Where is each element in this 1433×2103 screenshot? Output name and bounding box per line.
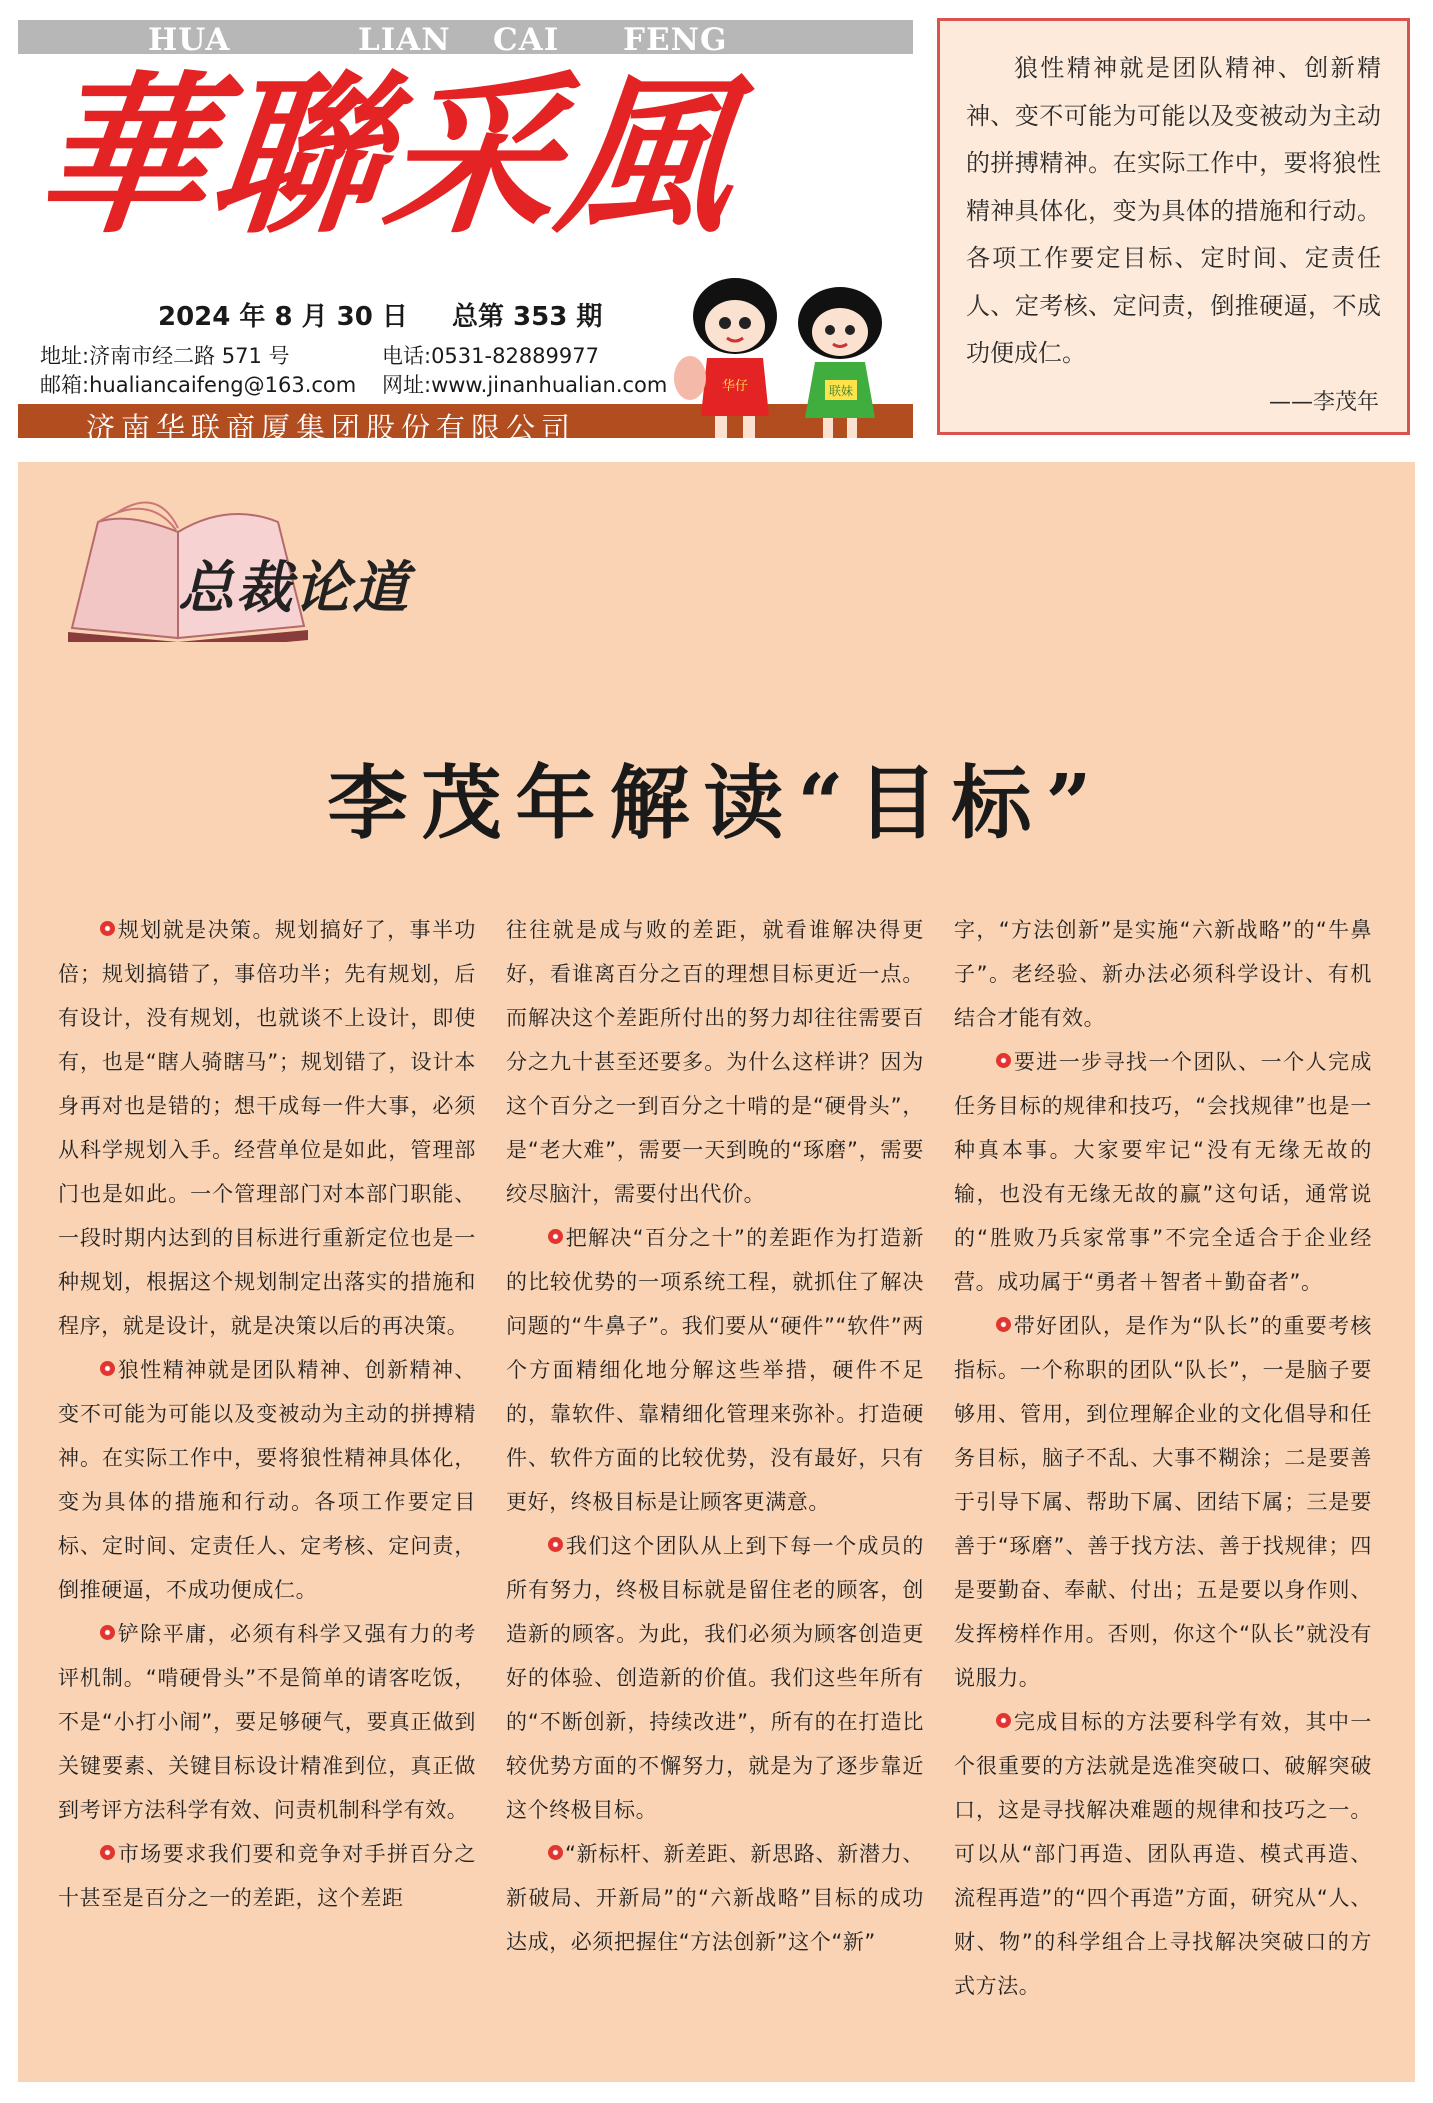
pinyin-lian: LIAN — [358, 22, 451, 58]
bullet-icon — [100, 1625, 115, 1640]
bullet-icon — [548, 1537, 563, 1552]
bullet-icon — [996, 1713, 1011, 1728]
paragraph: 带好团队，是作为“队长”的重要考核指标。一个称职的团队“队长”，一是脑子要够用、管用，到位理解企业的文化倡导和任务目标，脑子不乱、大事不糊涂；二是要善于引导下属、帮助下属、团结下属；三是要善于“琢磨”、善于找方法、善于找规律；四是要勤奋、奉献、付出；五是要以身作则、发挥榜样作用。否则，你这个“队长”就没有说服力。 — [954, 1314, 1372, 1690]
mascot-girl — [798, 287, 882, 438]
paragraph: 规划就是决策。规划搞好了，事半功倍；规划搞错了，事倍功半；先有规划，后有设计，没有规划，也就谈不上设计，即使有，也是“瞎人骑瞎马”；规划错了，设计本身再对也是错的；想干成每一件大事，必须从科学规划入手。经营单位是如此，管理部门也是如此。一个管理部门对本部门职能、一段时期内达到的目标进行重新定位也是一种规划，根据这个规划制定出落实的措施和程序，就是设计，就是决策以后的再决策。 — [58, 918, 476, 1338]
mascot-illustration — [665, 268, 925, 443]
pinyin-hua: HUA — [148, 22, 231, 58]
bullet-icon — [548, 1845, 563, 1860]
quote-box — [937, 18, 1410, 435]
bullet-icon — [996, 1317, 1011, 1332]
bullet-icon — [996, 1053, 1011, 1068]
article-headline: 李茂年解读“目标” — [327, 756, 1106, 850]
email: 邮箱:hualiancaifeng@163.com — [40, 373, 357, 397]
paragraph: 完成目标的方法要科学有效，其中一个很重要的方法就是选准突破口、破解突破口，这是寻找解决难题的规律和技巧之一。可以从“部门再造、团队再造、模式再造、流程再造”的“四个再造”方面，研究从“人、财、物”的科学组合上寻找解决突破口的方式方法。 — [954, 1710, 1372, 1998]
mascot-boy — [674, 278, 777, 438]
paragraph: 字，“方法创新”是实施“六新战略”的“牛鼻子”。老经验、新办法必须科学设计、有机结合才能有效。 — [954, 918, 1372, 1030]
mascot-right-label: 联妹 — [828, 384, 854, 398]
paragraph: 把解决“百分之十”的差距作为打造新的比较优势的一项系统工程，就抓住了解决问题的“牛鼻子”。我们要从“硬件”“软件”两个方面精细化地分解这些举措，硬件不足的，靠软件、靠精细化管理来弥补。打造硬件、软件方面的比较优势，没有最好，只有更好，终极目标是让顾客更满意。 — [506, 1226, 924, 1514]
bullet-icon — [100, 921, 115, 936]
paragraph: 市场要求我们要和竞争对手拼百分之十甚至是百分之一的差距，这个差距 — [58, 1842, 476, 1910]
mascot-left-label: 华仔 — [721, 379, 749, 394]
quote-author: ——李茂年 — [1268, 390, 1379, 415]
paragraph: 我们这个团队从上到下每一个成员的所有努力，终极目标就是留住老的顾客，创造新的顾客。为此，我们必须为顾客创造更好的体验、创造新的价值。我们这些年所有的“不断创新，持续改进”，所有的在打造比较优势方面的不懈努力，就是为了逐步靠近这个终极目标。 — [506, 1534, 924, 1822]
paragraph: 狼性精神就是团队精神、创新精神、变不可能为可能以及变被动为主动的拼搏精神。在实际工作中，要将狼性精神具体化，变为具体的措施和行动。各项工作要定目标、定时间、定责任人、定考核、定问责，倒推硬逼，不成功便成仁。 — [58, 1358, 476, 1602]
article-column-1 — [58, 908, 476, 1920]
column-title: 总裁论道 — [178, 555, 410, 621]
paragraph: “新标杆、新差距、新思路、新潜力、新破局、开新局”的“六新战略”目标的成功达成，必须把握住“方法创新”这个“新” — [506, 1842, 924, 1954]
quote-text: 狼性精神就是团队精神、创新精神、变不可能为可能以及变被动为主动的拼搏精神。在实际工作中，要将狼性精神具体化，变为具体的措施和行动。各项工作要定目标、定时间、定责任人、定考核、定问责，倒推硬逼，不成功便成仁。 — [966, 54, 1381, 367]
website: 网址:www.jinanhualian.com — [382, 373, 668, 397]
newspaper-logo: 華聯采風 — [27, 54, 745, 257]
address: 地址:济南市经二路 571 号 — [40, 344, 290, 368]
pinyin-band — [18, 20, 913, 58]
pinyin-cai: CAI — [493, 22, 560, 58]
paragraph: 铲除平庸，必须有科学又强有力的考评机制。“啃硬骨头”不是简单的请客吃饭，不是“小打小闹”，要足够硬气，要真正做到关键要素、关键目标设计精准到位，真正做到考评方法科学有效、问责机制科学有效。 — [58, 1622, 476, 1822]
main-panel — [18, 462, 1415, 2082]
company-name: 济南华联商厦集团股份有限公司 — [86, 411, 577, 445]
bullet-icon — [100, 1361, 115, 1376]
issue-number: 总第 353 期 — [452, 302, 603, 332]
pinyin-feng: FENG — [623, 22, 728, 58]
bullet-icon — [548, 1229, 563, 1244]
issue-date: 2024 年 8 月 30 日 — [158, 302, 408, 332]
article-column-3 — [954, 908, 1372, 2008]
phone: 电话:0531-82889977 — [382, 344, 599, 368]
article-column-2 — [506, 908, 924, 1964]
paragraph: 往往就是成与败的差距，就看谁解决得更好，看谁离百分之百的理想目标更近一点。而解决这个差距所付出的努力却往往需要百分之九十甚至还要多。为什么这样讲？因为这个百分之一到百分之十啃的是“硬骨头”，是“老大难”，需要一天到晚的“琢磨”，需要绞尽脑汁，需要付出代价。 — [506, 918, 924, 1206]
bullet-icon — [100, 1845, 115, 1860]
paragraph: 要进一步寻找一个团队、一个人完成任务目标的规律和技巧，“会找规律”也是一种真本事。大家要牢记“没有无缘无故的输，也没有无缘无故的赢”这句话，通常说的“胜败乃兵家常事”不完全适合于企业经营。成功属于“勇者＋智者＋勤奋者”。 — [954, 1050, 1372, 1294]
